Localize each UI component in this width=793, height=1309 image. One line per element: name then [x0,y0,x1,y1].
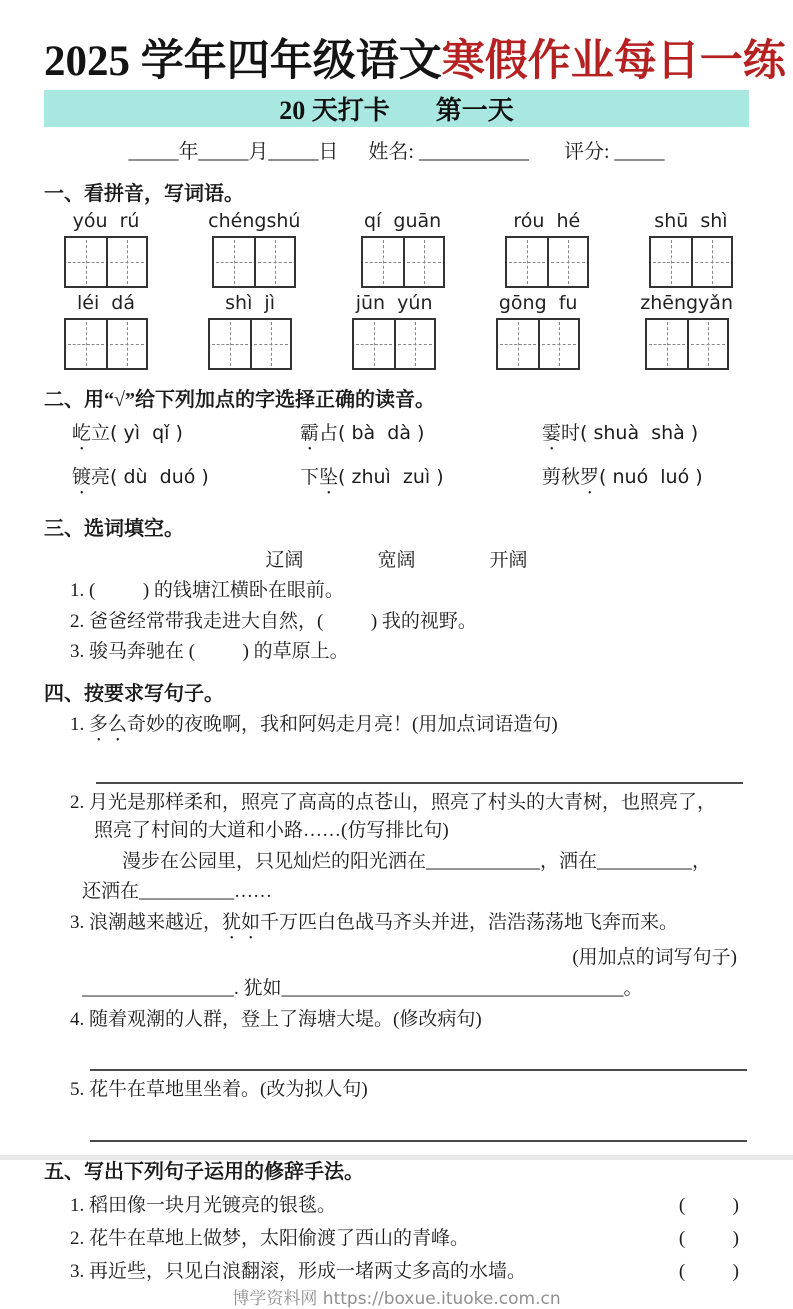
pronunciation-item [300,462,542,499]
dotted-char: 镀 [72,466,92,488]
sentence-item-2-cont: 照亮了村间的大道和小路……(仿写排比句) [94,819,449,841]
item-number: 3. [70,912,89,934]
page-title [44,38,786,85]
answer-parentheses: ( ) [678,1261,739,1283]
writing-cell [507,238,547,286]
dotted-char: 屹 [72,422,92,444]
writing-box [64,318,148,370]
answer-line [96,760,743,784]
section4-heading: 四、按要求写句子。 [44,683,224,706]
sentence-text: 奇妙的夜晚啊，我和阿妈走月亮！ [127,714,413,736]
writing-cell [354,320,394,368]
dotted-words: 多么 [89,714,128,736]
pronunciation-item [542,418,749,455]
answer-line [90,1114,747,1142]
word-rest: 时 [561,422,581,444]
writing-cell [403,238,443,286]
fill-blank-item: 2. 爸爸经常带我走进大自然，( ) 我的视野。 [70,610,477,632]
sentence-text: 浪潮越来越近， [89,912,223,934]
pronunciation-item [300,418,542,455]
pinyin-choices: ( bà dà ) [338,421,425,444]
banner-day-number: 第一天 [435,96,514,126]
writing-cell [250,320,290,368]
rhetoric-sentence: 1. 稻田像一块月光镀亮的银毯。 [70,1195,337,1217]
title-black-part: 2025 学年四年级语文 [44,38,442,85]
rhetoric-item [44,1223,749,1250]
pronunciation-item [542,462,749,499]
pinyin-choices: ( dù duó ) [110,465,209,488]
writing-cell [214,238,254,286]
rhetoric-item [44,1256,749,1283]
word-bank-item: 开阔 [489,549,528,571]
pinyin-label: yóu rú [72,210,140,233]
writing-box [645,318,729,370]
writing-cell [651,238,691,286]
writing-box [208,318,292,370]
writing-cell [647,320,687,368]
writing-cell [394,320,434,368]
writing-box [64,236,148,288]
fill-blank-item: 1. ( ) 的钱塘江横卧在眼前。 [70,579,344,601]
writing-cell [210,320,250,368]
dotted-words: 犹如 [222,912,261,934]
pinyin-row-2 [64,293,733,370]
pinyin-label: zhēngyǎn [640,292,733,315]
writing-cell [66,320,106,368]
pinyin-group [505,211,589,288]
pinyin-group [64,293,148,370]
date-name-score-line: _____年_____月_____日 姓名: ___________ 评分: _____ [128,141,665,164]
rhetoric-item [44,1190,749,1217]
writing-cell [687,320,727,368]
answer-parentheses: ( ) [678,1195,739,1217]
writing-cell [66,238,106,286]
writing-cell [363,238,403,286]
pinyin-group [64,211,148,288]
pinyin-label: shū shì [654,210,728,233]
banner [44,90,749,127]
sentence-item-3 [44,911,749,944]
pinyin-group [496,293,580,370]
word-bank [44,545,749,572]
section3-heading: 三、选词填空。 [44,517,184,540]
sentence-item-4: 4. 随着观潮的人群，登上了海塘大堤。(修改病句) [70,1008,482,1030]
dotted-char: 霎 [542,422,562,444]
page-bottom-edge [0,1155,793,1160]
pinyin-choices: ( yì qǐ ) [110,421,183,444]
writing-box [649,236,733,288]
pinyin-group [352,293,436,370]
word-bank-item: 辽阔 [265,549,304,571]
instruction-note: (用加点的词写句子) [572,947,737,969]
pinyin-label: róu hé [513,210,581,233]
sentence-item-3-answer: ________________. 犹如____________________________________。 [82,977,643,999]
sentence-text: 千万匹白色战马齐头并进，浩浩荡荡地飞奔而来。 [260,912,679,934]
writing-box [505,236,589,288]
sentence-item-2-fill-2: 还洒在__________…… [82,881,273,903]
pinyin-group [640,293,733,370]
worksheet-page [0,38,793,1309]
sentence-item-1 [44,713,749,746]
word-rest: 立 [91,422,111,444]
sentence-item-2: 2. 月光是那样柔和，照亮了高高的点苍山，照亮了村头的大青树，也照亮了， [70,792,717,814]
writing-box [352,318,436,370]
pinyin-group [361,211,445,288]
writing-box [361,236,445,288]
banner-days-label: 20 天打卡 [279,96,390,126]
section5-heading: 五、写出下列句子运用的修辞手法。 [44,1161,364,1184]
section2-heading: 二、用“√”给下列加点的字选择正确的读音。 [44,388,435,411]
pinyin-choices: ( zhuì zuì ) [338,465,444,488]
rhetoric-sentence: 2. 花牛在草地上做梦，太阳偷渡了西山的青峰。 [70,1228,470,1250]
pinyin-label: jūn yún [355,292,433,315]
writing-box [496,318,580,370]
pronunciation-item [72,418,300,455]
writing-cell [547,238,587,286]
pinyin-label: gōng fu [498,292,578,315]
word-pre: 剪秋 [542,466,581,488]
watermark: 博学资料网 https://boxue.ituoke.com.cn [232,1289,561,1309]
sentence-item-5: 5. 花牛在草地里坐着。(改为拟人句) [70,1079,368,1101]
answer-line [90,1043,747,1071]
pronunciation-item [72,462,300,499]
word-pre: 下 [300,466,320,488]
word-rest: 占 [319,422,339,444]
dotted-char: 坠 [319,466,339,488]
writing-cell [106,320,146,368]
instruction-note: (用加点词语造句) [412,714,558,736]
dotted-char: 霸 [300,422,320,444]
writing-cell [106,238,146,286]
pinyin-choices: ( shuà shà ) [580,421,699,444]
writing-cell [538,320,578,368]
pinyin-choices: ( nuó luó ) [599,465,703,488]
answer-parentheses: ( ) [678,1228,739,1250]
section1-heading: 一、看拼音，写词语。 [44,183,244,206]
sentence-item-2-fill-1: 漫步在公园里，只见灿烂的阳光洒在____________，洒在__________， [122,850,712,872]
title-red-part: 寒假作业每日一练 [441,38,786,85]
writing-cell [691,238,731,286]
pronunciation-grid [44,418,749,499]
pinyin-label: qí guān [364,210,442,233]
word-rest: 亮 [91,466,111,488]
fill-blank-item: 3. 骏马奔驰在 ( ) 的草原上。 [70,641,349,663]
pinyin-label: shì jì [225,292,275,315]
writing-cell [498,320,538,368]
dotted-char: 罗 [580,466,600,488]
pinyin-row-1 [64,211,733,288]
pinyin-group [208,211,300,288]
pinyin-label: chéngshú [208,210,301,233]
pinyin-label: léi dá [76,292,136,315]
writing-box [212,236,296,288]
item-number: 1. [70,714,89,736]
pinyin-group [208,293,292,370]
pinyin-group [649,211,733,288]
word-bank-item: 宽阔 [377,549,416,571]
rhetoric-sentence: 3. 再近些，只见白浪翻滚，形成一堵两丈多高的水墙。 [70,1261,527,1283]
writing-cell [254,238,294,286]
